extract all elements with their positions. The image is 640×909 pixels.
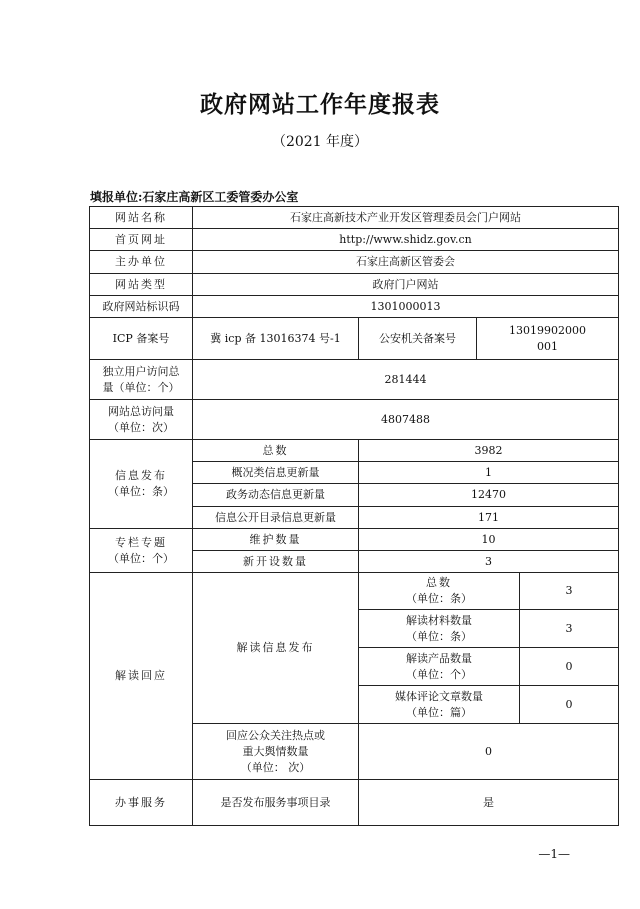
police-record-label: 公安机关备案号: [359, 318, 477, 360]
info-publish-label-line1: 信息发布: [115, 469, 167, 482]
response-label-line2: 重大舆情数量: [242, 744, 309, 758]
special-topic-label: [90, 529, 193, 573]
info-overview-value: 1: [359, 462, 619, 484]
special-new-value: 3: [359, 551, 619, 573]
report-title: 政府网站工作年度报表: [200, 91, 440, 118]
interpretation-label: 解读回应: [90, 573, 193, 780]
unique-visitors-value: 281444: [193, 360, 619, 400]
site-id-label: 政府网站标识码: [90, 296, 193, 318]
page-views-label-line1: 网站总访问量: [108, 404, 174, 418]
interp-material-label-line2: （单位：条）: [406, 629, 472, 643]
special-maintain-value: 10: [359, 529, 619, 551]
icp-label: ICP 备案号: [90, 318, 193, 360]
info-news-value: 12470: [359, 484, 619, 507]
response-label: [193, 724, 359, 780]
interp-media-label: [359, 686, 520, 724]
special-topic-label-line1: 专栏专题: [115, 535, 167, 549]
special-topic-label-line2: （单位：个）: [108, 551, 174, 565]
info-publish-label: [90, 440, 193, 529]
interp-total-label-line2: （单位：条）: [406, 592, 472, 605]
interp-material-value: 3: [520, 610, 619, 648]
interp-product-label: [359, 648, 520, 686]
interp-product-value: 0: [520, 648, 619, 686]
info-overview-label: 概况类信息更新量: [193, 462, 359, 484]
site-type-value: 政府门户网站: [193, 274, 619, 296]
interp-material-label: [359, 610, 520, 648]
page-views-value: 4807488: [193, 400, 619, 440]
sponsor-label: 主办单位: [90, 251, 193, 274]
interp-product-label-line2: （单位：个）: [406, 667, 472, 681]
info-open-label: 信息公开目录信息更新量: [193, 507, 359, 529]
homepage-value: http://www.shidz.gov.cn: [193, 229, 619, 251]
special-new-label: 新开设数量: [193, 551, 359, 573]
site-name-label: 网站名称: [90, 207, 193, 229]
interp-product-label-line1: 解读产品数量: [406, 651, 472, 665]
interp-total-label: [359, 573, 520, 610]
response-label-line1: 回应公众关注热点或: [226, 728, 325, 742]
service-catalog-label: 是否发布服务事项目录: [193, 780, 359, 826]
unique-visitors-label-line2: 量（单位：个）: [102, 380, 180, 394]
sponsor-value: 石家庄高新区管委会: [193, 251, 619, 274]
homepage-label: 首页网址: [90, 229, 193, 251]
interp-media-value: 0: [520, 686, 619, 724]
interp-total-label-line1: 总数: [426, 576, 452, 589]
interp-material-label-line1: 解读材料数量: [406, 613, 472, 627]
info-total-label: 总数: [193, 440, 359, 462]
police-record-value-line1: 13019902000: [509, 323, 586, 337]
police-record-value: [477, 318, 619, 360]
site-id-value: 1301000013: [193, 296, 619, 318]
filling-unit: 填报单位:石家庄高新区工委管委办公室: [90, 190, 299, 204]
special-maintain-label: 维护数量: [193, 529, 359, 551]
info-news-label: 政务动态信息更新量: [193, 484, 359, 507]
page-number: —1—: [538, 847, 570, 861]
response-label-line3: （单位： 次）: [240, 760, 311, 774]
interp-media-label-line2: （单位：篇）: [406, 705, 472, 719]
service-catalog-value: 是: [359, 780, 619, 826]
icp-value: 冀 icp 备 13016374 号-1: [193, 318, 359, 360]
service-label: 办事服务: [90, 780, 193, 826]
police-record-value-line2: 001: [537, 339, 558, 353]
site-name-value: 石家庄高新技术产业开发区管理委员会门户网站: [193, 207, 619, 229]
info-total-value: 3982: [359, 440, 619, 462]
interpretation-publish-label: 解读信息发布: [193, 573, 359, 724]
report-year: （2021 年度）: [271, 134, 369, 150]
page-views-label-line2: （单位：次）: [108, 420, 174, 434]
info-open-value: 171: [359, 507, 619, 529]
response-value: 0: [359, 724, 619, 780]
interp-media-label-line1: 媒体评论文章数量: [395, 689, 483, 703]
report-table: [89, 206, 619, 826]
interp-total-value: 3: [520, 573, 619, 610]
info-publish-label-line2: （单位：条）: [108, 485, 174, 498]
unique-visitors-label-line1: 独立用户访问总: [102, 364, 180, 378]
unique-visitors-label: [90, 360, 193, 400]
site-type-label: 网站类型: [90, 274, 193, 296]
page-views-label: [90, 400, 193, 440]
